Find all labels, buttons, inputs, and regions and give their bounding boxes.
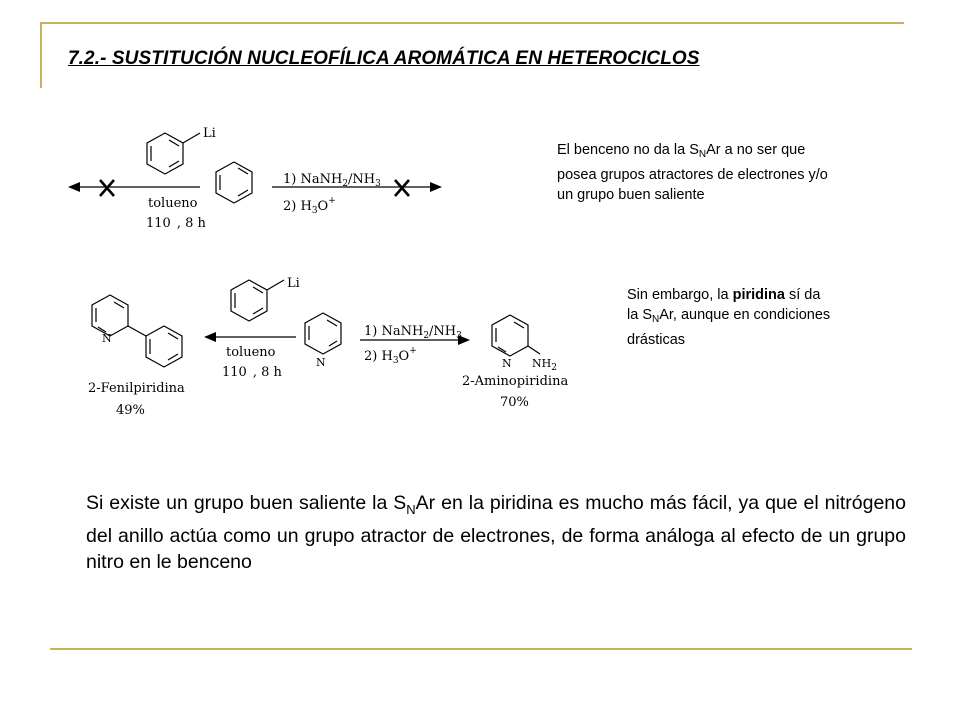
2-aminopyridine-structure <box>492 315 540 356</box>
note-pyridine: Sin embargo, la piridina sí da la $S_NAr$, aunque en condiciones drásticas <box>627 287 831 348</box>
reagent-2-row-2: 2) $H_3O^+$ <box>364 346 417 366</box>
body-paragraph: Si existe un grupo buen saliente la $S_NAr$ en la piridina es mucho más fácil, ya que el nitrógeno del anillo actúa como un grupo atractor de electrones, de forma análoga al efecto de un grupo nitro en le benceno <box>86 492 907 573</box>
pyridine-structure <box>305 313 341 354</box>
2-phenylpyridine-structure <box>92 295 182 367</box>
tolueno-label-2: tolueno <box>226 345 276 360</box>
note-benzene: El benceno no da la $S_NAr$ a no ser que posea grupos atractores de electrones y/o un grupo buen saliente <box>557 142 828 203</box>
cross-left <box>100 180 114 196</box>
product-1-yield: 49% <box>116 403 145 418</box>
nh2-label: $NH_2$ <box>532 357 557 373</box>
product-1-name: 2-Fenilpiridina <box>88 381 185 396</box>
phenyllithium-structure-2 <box>231 280 284 321</box>
product-2-yield: 70% <box>500 395 529 410</box>
benzene-structure <box>216 162 252 203</box>
temp-label-2: 110 , 8 h <box>222 365 282 380</box>
cross-right <box>395 180 409 196</box>
reagent-1-row-1: 1) $NaNH_2/NH_3$ <box>283 172 381 189</box>
slide-title: 7.2.- SUSTITUCIÓN NUCLEOFÍLICA AROMÁTICA EN HETEROCICLOS <box>68 48 700 69</box>
temp-label-1: 110 , 8 h <box>146 216 206 231</box>
n-label-pyridine: N <box>316 356 326 369</box>
n-label-aminopyridine: N <box>502 357 512 370</box>
tolueno-label-1: tolueno <box>148 196 198 211</box>
product-2-name: 2-Aminopiridina <box>462 374 569 389</box>
li-label-2: Li <box>287 276 300 291</box>
phenyllithium-structure-1 <box>147 133 200 174</box>
reagent-1-row-2: 1) $NaNH_2/NH_3$ <box>364 324 462 341</box>
n-label-phenylpyridine: N <box>102 332 112 345</box>
li-label-1: Li <box>203 126 216 141</box>
reagent-2-row-1: 2) $H_3O^+$ <box>283 196 336 216</box>
